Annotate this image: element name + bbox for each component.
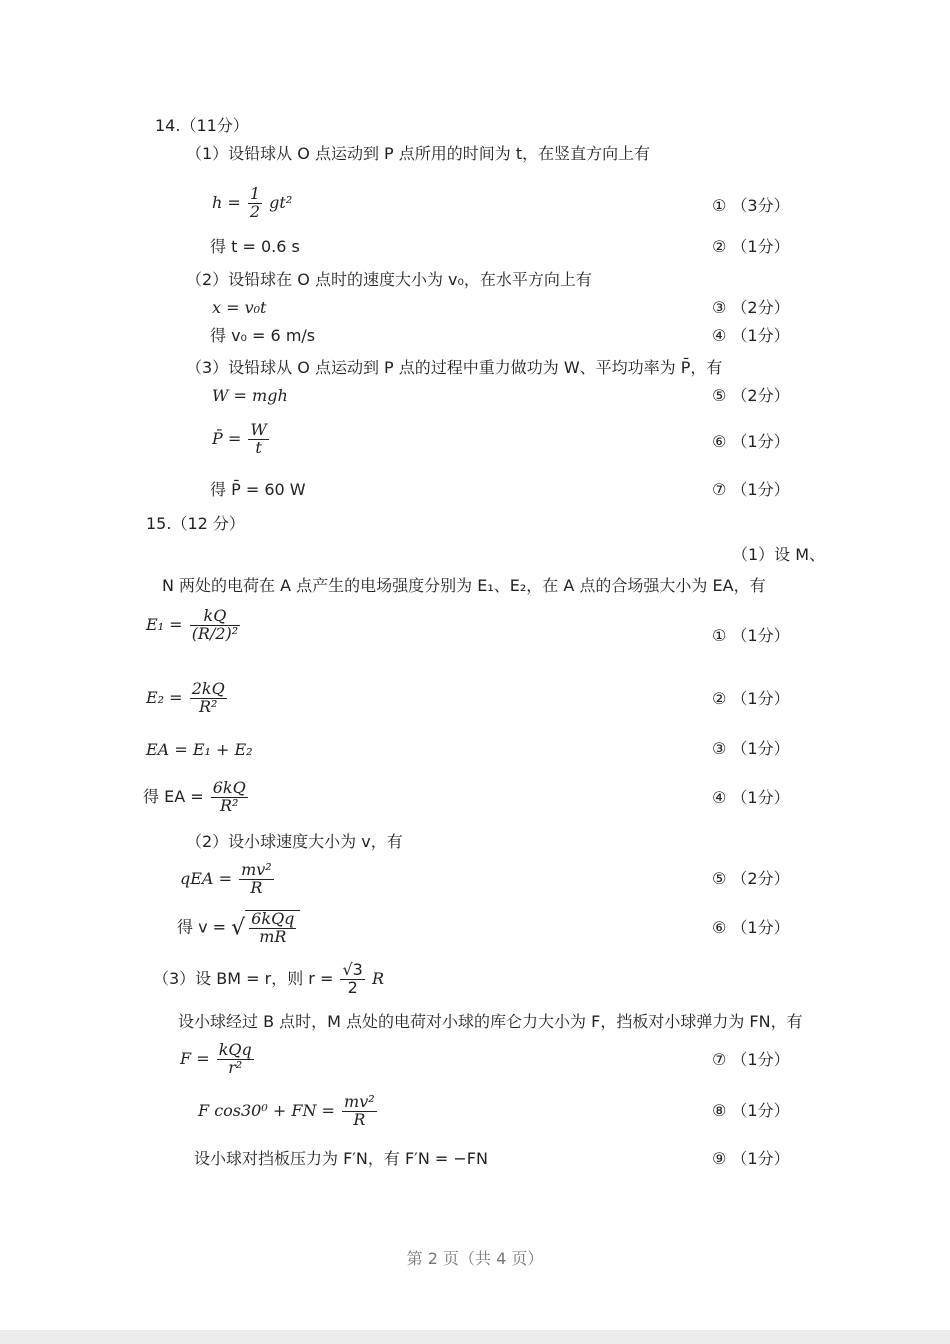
q15-eq4 (143, 780, 250, 815)
q14-eq1 (212, 186, 292, 221)
q14-eq3: x = v₀t (212, 298, 267, 317)
q14-eq1-denominator: 2 (249, 201, 261, 221)
q14-eq2-score: ② （1分） (712, 237, 790, 256)
q15-eq8-lhs: F cos30⁰ + FN = (198, 1100, 335, 1120)
q15-eq7-numerator: kQq (218, 1040, 252, 1059)
q15-eq2-score: ② （1分） (712, 689, 790, 708)
q14-eq6-score: ⑥ （1分） (712, 432, 790, 451)
q15-eq2-numerator: 2kQ (191, 679, 225, 698)
q15-eq1-numerator: kQ (190, 608, 241, 626)
q15-eq2-denominator: R² (198, 696, 218, 716)
q14-eq1-rhs: gt² (269, 192, 293, 212)
q15-part1-lead: （1）设 M、 (732, 545, 826, 564)
q15-eq9: 设小球对挡板压力为 F′N，有 F′N = −FN (194, 1149, 488, 1168)
q15-eq7-denominator: r² (228, 1057, 243, 1077)
q15-eq3-score: ③ （1分） (712, 739, 790, 758)
q15-part1-intro: N 两处的电荷在 A 点产生的电场强度分别为 E₁、E₂，在 A 点的合场强大小为 EA，有 (162, 576, 766, 595)
q15-eq9-score: ⑨ （1分） (712, 1149, 790, 1168)
q15-part2-intro: （2）设小球速度大小为 v，有 (186, 832, 403, 851)
q15-eq4-lhs: 得 EA = (143, 786, 204, 806)
page-footer: 第 2 页（共 4 页） (406, 1249, 544, 1268)
q15-eq6 (177, 910, 300, 946)
q15-part3-intro: 设小球经过 B 点时，M 点处的电荷对小球的库仑力大小为 F，挡板对小球弹力为 FN，有 (178, 1012, 803, 1031)
q15-eq8-numerator: mv² (344, 1092, 375, 1111)
q15-part3-numerator: √3 (342, 960, 363, 979)
q14-eq2: 得 t = 0.6 s (210, 237, 300, 256)
q14-eq7: 得 P̄ = 60 W (210, 480, 306, 499)
q15-eq5-lhs: qEA = (180, 868, 232, 888)
q15-eq6-numerator: 6kQq (251, 909, 295, 928)
q14-eq6-fraction (248, 422, 268, 457)
q15-part3-tail: R (371, 968, 384, 988)
q15-eq5 (180, 862, 276, 897)
q15-eq5-denominator: R (250, 877, 263, 897)
q14-eq5-score: ⑤ （2分） (712, 386, 790, 405)
q14-eq6-numerator: W (250, 420, 267, 439)
q14-eq1-fraction (248, 186, 262, 221)
q15-eq1-denominator: (R/2)² (191, 623, 239, 643)
q15-header: 15.（12 分） (146, 514, 245, 533)
q15-part3-lead (153, 962, 384, 997)
q15-part3-lead-text: （3）设 BM = r，则 r = (153, 968, 334, 988)
q15-eq5-score: ⑤ （2分） (712, 869, 790, 888)
q15-eq2-fraction (190, 681, 227, 716)
q15-eq4-fraction (211, 780, 248, 815)
q15-eq2 (146, 681, 229, 716)
q15-eq1 (146, 608, 242, 643)
q14-eq6 (212, 422, 271, 457)
q15-eq8-denominator: R (353, 1109, 366, 1129)
q15-eq5-fraction (239, 862, 274, 897)
q15-eq6-score: ⑥ （1分） (712, 918, 790, 937)
q15-eq2-lhs: E₂ = (146, 687, 183, 707)
q14-part1-intro: （1）设铅球从 O 点运动到 P 点所用的时间为 t，在竖直方向上有 (186, 144, 651, 163)
q15-eq6-fraction (249, 911, 296, 946)
q14-eq6-lhs: P̄ = (212, 428, 242, 448)
q15-eq8-score: ⑧ （1分） (712, 1101, 790, 1120)
q14-eq1-numerator: 1 (249, 184, 261, 203)
q15-eq6-denominator: mR (259, 926, 287, 946)
q14-header: 14.（11分） (155, 116, 249, 135)
q15-eq5-numerator: mv² (241, 860, 272, 879)
q14-eq3-score: ③ （2分） (712, 298, 790, 317)
q15-eq8 (198, 1094, 379, 1129)
page-bottom-edge (0, 1330, 950, 1344)
q15-part3-fraction (340, 962, 364, 997)
q15-eq8-fraction (342, 1094, 377, 1129)
q15-eq7-fraction (217, 1042, 254, 1077)
q14-eq5: W = mgh (212, 386, 288, 405)
sqrt-icon: √ $\frac{\text{6kQq}}{mR}$ (231, 910, 300, 946)
q15-eq4-score: ④ （1分） (712, 788, 790, 807)
q14-eq4: 得 v₀ = 6 m/s (210, 326, 316, 345)
q14-eq4-score: ④ （1分） (712, 326, 790, 345)
q15-eq7 (180, 1042, 256, 1077)
q15-eq1-lhs: E₁ = (146, 614, 183, 634)
q14-eq7-score: ⑦ （1分） (712, 480, 790, 499)
q14-eq6-denominator: t (255, 437, 262, 457)
q14-eq1-score: ① （3分） (712, 196, 790, 215)
q14-part3-intro: （3）设铅球从 O 点运动到 P 点的过程中重力做功为 W、平均功率为 P̄，有 (186, 358, 723, 377)
q15-eq1-fraction (190, 608, 241, 643)
q15-part3-denominator: 2 (347, 977, 358, 997)
q15-eq4-denominator: R² (220, 795, 239, 815)
q15-eq4-numerator: 6kQ (212, 778, 246, 797)
q15-eq6-lhs: 得 v = (177, 917, 227, 937)
q15-eq1-score: ① （1分） (712, 626, 790, 645)
q15-eq7-score: ⑦ （1分） (712, 1050, 790, 1069)
q15-eq7-lhs: F = (180, 1048, 210, 1068)
q14-eq1-lhs: h = (212, 192, 241, 212)
q14-part2-intro: （2）设铅球在 O 点时的速度大小为 v₀，在水平方向上有 (186, 270, 592, 289)
q15-eq3: EA = E₁ + E₂ (146, 740, 253, 759)
